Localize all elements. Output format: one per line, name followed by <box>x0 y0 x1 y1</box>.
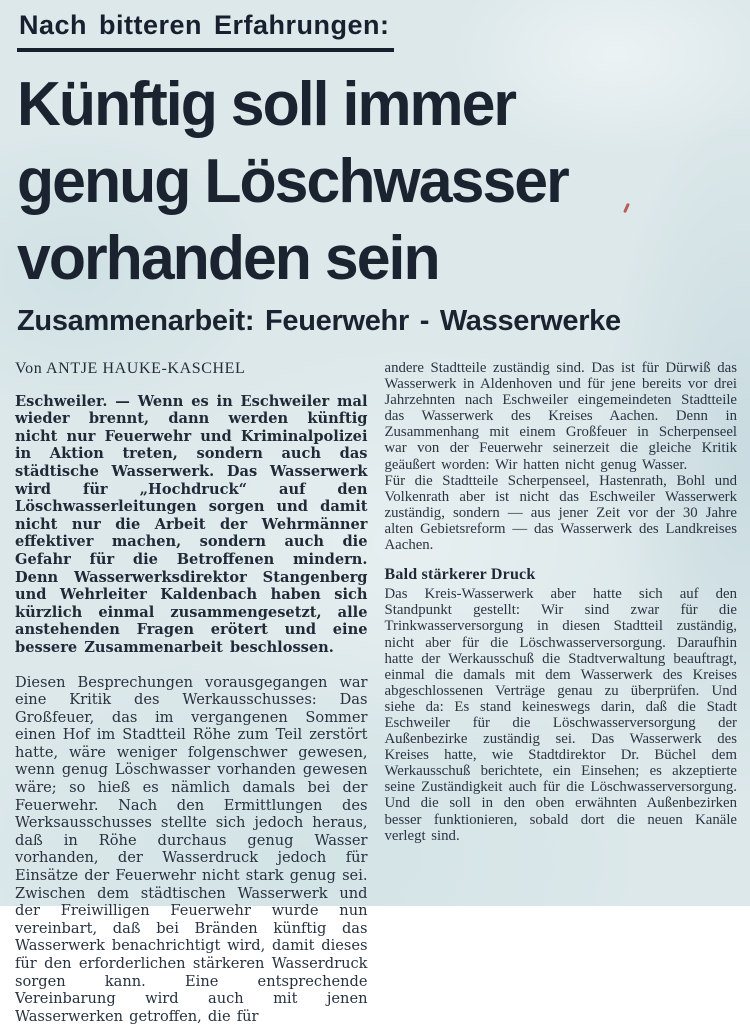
kicker: Nach bitteren Erfahrungen: <box>17 10 394 52</box>
left-column <box>15 360 368 1025</box>
body-paragraph: Diesen Besprechungen vorausgegangen war eine Kritik des Werkausschusses: Das Großfeuer, das im vergangenen Sommer einen Hof im Stadtteil Röhe zum Teil zerstört hatte, wäre weniger folgenschwer gewesen, wenn genug Löschwasser vorhanden gewesen wäre; so hieß es nämlich damals bei der Feuerwehr. Nach den Ermittlungen des Werksausschusses stellte sich jedoch heraus, daß in Röhe durchaus genug Wasser vorhanden, der Wasserdruck jedoch für Einsätze der Feuerwehr nicht stark genug sei. Zwischen dem städtischen Wasserwerk und der Freiwilligen Feuerwehr wurde nun vereinbart, daß bei Bränden künftig das Wasserwerk benachrichtigt wird, damit dieses für den erforderlichen stärkeren Wasserdruck sorgen kann. Eine entsprechende Vereinbarung wird auch mit jenen Wasserwerken getroffen, die für <box>15 674 368 1025</box>
headline-line-1: Künftig soll immer <box>17 66 723 143</box>
headline-line-3: vorhanden sein <box>17 220 723 297</box>
section-subhead: Bald stärkerer Druck <box>385 567 738 583</box>
right-column <box>385 360 738 1025</box>
headline <box>17 66 723 297</box>
body-paragraph: Das Kreis-Wasserwerk aber hatte sich auf den Standpunkt gestellt: Wir sind zwar für die Trinkwasserversorgung in diesen Stadtteil zuständig, nicht aber für die Löschwasserversorgung. Daraufhin hatte der Werkausschuß die Stadtverwaltung beauftragt, einmal die damals mit dem Wasserwerk des Kreises abgeschlossenen Verträge genau zu überprüfen. Und siehe da: Es stand keineswegs darin, daß die Stadt Eschweiler für die Löschwasserversorgung der Außenbezirke zuständig sei. Das Wasserwerk des Kreises hatte, wie Stadtdirektor Dr. Büchel dem Werkausschuß berichtete, ein Einsehen; es akzeptierte seine Zuständigkeit auch für die Löschwasserversorgung. Und die soll in den oben erwähnten Außenbezirken besser funktionieren, sobald dort die neuen Kanäle verlegt sind. <box>385 586 738 844</box>
headline-line-2: genug Löschwasser <box>17 143 723 220</box>
article-body <box>15 360 737 1025</box>
body-paragraph: Für die Stadtteile Scherpenseel, Hastenrath, Bohl und Volkenrath aber ist nicht das Eschweiler Wasserwerk zuständig, sondern — aus jener Zeit vor der 30 Jahre alten Gebietsreform — das Wasserwerk des Landkreises Aachen. <box>385 473 738 553</box>
byline: Von ANTJE HAUKE-KASCHEL <box>15 360 368 378</box>
lead-paragraph: Eschweiler. — Wenn es in Eschweiler mal wieder brennt, dann werden künftig nicht nur Feuerwehr und Kriminalpolizei in Aktion treten, sondern auch das städtische Wasserwerk. Das Wasserwerk wird für „Hochdruck“ auf den Löschwasserleitungen sorgen und damit nicht nur die Arbeit der Wehrmänner effektiver machen, sondern auch die Gefahr für die Betroffenen mindern. Denn Wasserwerksdirektor Stangenberg und Wehrleiter Kaldenbach haben sich kürzlich einmal zusammengesetzt, alle anstehenden Fragen erötert und eine bessere Zusammenarbeit beschlossen. <box>15 393 368 657</box>
body-paragraph: andere Stadtteile zuständig sind. Das ist für Dürwiß das Wasserwerk in Aldenhoven und für jene bereits vor drei Jahrzehnten nach Eschweiler eingemeindeten Stadtteile das Wasserwerk des Kreises Aachen. Denn in Zusammenhang mit einem Großfeuer in Scherpenseel war von der Feuerwehr seinerzeit die gleiche Kritik geäußert worden: Wir hatten nicht genug Wasser. <box>385 360 738 473</box>
subheadline: Zusammenarbeit: Feuerwehr - Wasserwerke <box>17 305 737 338</box>
